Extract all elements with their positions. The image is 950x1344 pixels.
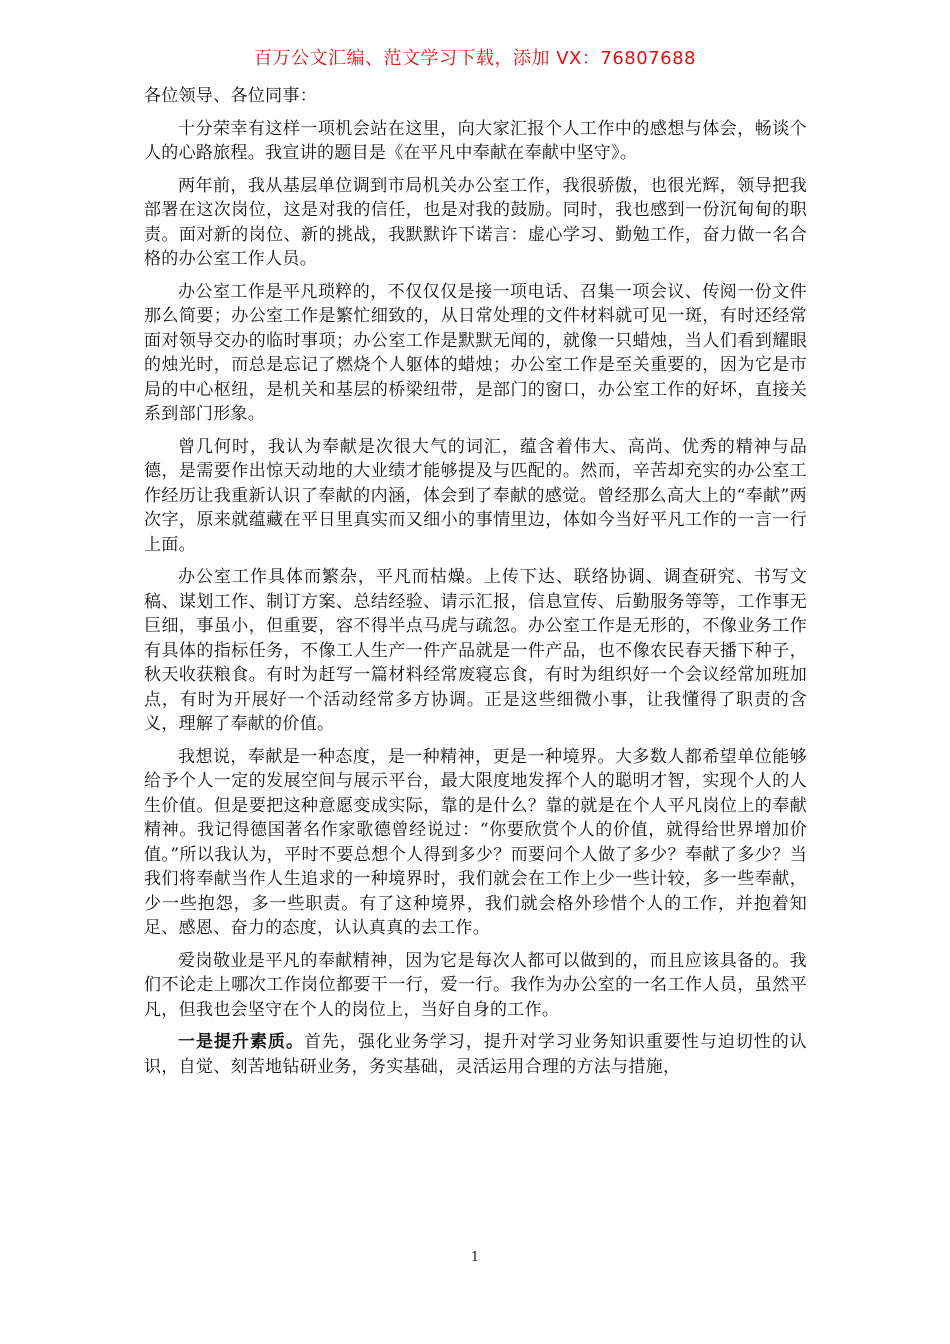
paragraph-lead: 一是提升素质。: [178, 1032, 304, 1052]
paragraph: 我想说，奉献是一种态度，是一种精神，更是一种境界。大多数人都希望单位能够给予个人一定的发展空间与展示平台，最大限度地发挥个人的聪明才智，实现个人的人生价值。但是要把这种意愿变成实际，靠的是什么？靠的就是在个人平凡岗位上的奉献精神。我记得德国著名作家歌德曾经说过：“你要欣赏个人的价值，就得给世界增加价值。”所以我认为，平时不要总想个人得到多少？而要问个人做了多少？奉献了多少？当我们将奉献当作人生追求的一种境界时，我们就会在工作上少一些计较，多一些奉献，少一些抱怨，多一些职责。有了这种境界，我们就会格外珍惜个人的工作，并抱着知足、感恩、奋力的态度，认认真真的去工作。: [144, 746, 807, 938]
paragraph: 曾几何时，我认为奉献是次很大气的词汇，蕴含着伟大、高尚、优秀的精神与品德，是需要作出惊天动地的大业绩才能够提及与匹配的。然而，辛苦却充实的办公室工作经历让我重新认识了奉献的内涵，体会到了奉献的感觉。曾经那么高大上的“奉献”两次字，原来就蕴藏在平日里真实而又细小的事情里边，体如今当好平凡工作的一言一行上面。: [144, 436, 807, 555]
salutation: 各位领导、各位同事：: [144, 86, 317, 106]
paragraph-last: [144, 1030, 807, 1079]
document-body: [144, 84, 807, 1087]
page-number: 1: [470, 1250, 480, 1265]
paragraph: 两年前，我从基层单位调到市局机关办公室工作，我很骄傲，也很光辉，领导把我部署在这次岗位，这是对我的信任，也是对我的鼓励。同时，我也感到一份沉甸甸的职责。面对新的岗位、新的挑战，我默默许下诺言：虚心学习、勤勉工作，奋力做一名合格的办公室工作人员。: [144, 175, 807, 269]
paragraph-text: 首先，强化业务学习，提升对学习业务知识重要性与迫切性的认识，自觉、刻苦地钻研业务，务实基础，灵活运用合理的方法与措施，: [144, 1032, 807, 1077]
paragraph: 办公室工作是平凡琐粹的，不仅仅仅是接一项电话、召集一项会议、传阅一份文件那么简要；办公室工作是繁忙细致的，从日常处理的文件材料就可见一斑，有时还经常面对领导交办的临时事项；办公室工作是默默无闻的，就像一只蜡烛，当人们看到耀眼的烛光时，而总是忘记了燃烧个人躯体的蜡烛；办公室工作是至关重要的，因为它是市局的中心枢纽，是机关和基层的桥梁纽带，是部门的窗口，办公室工作的好坏，直接关系到部门形象。: [144, 281, 807, 424]
promo-banner: 百万公文汇编、范文学习下载，添加 VX：76807688: [254, 48, 696, 69]
paragraph: 办公室工作具体而繁杂，平凡而枯燥。上传下达、联络协调、调查研究、书写文稿、谋划工作、制订方案、总结经验、请示汇报，信息宣传、后勤服务等等，工作事无巨细，事虽小，但重要，容不得半点马虎与疏忽。办公室工作是无形的，不像业务工作有具体的指标任务，不像工人生产一件产品就是一件产品，也不像农民春天播下种子，秋天收获粮食。有时为赶写一篇材料经常废寝忘食，有时为组织好一个会议经常加班加点，有时为开展好一个活动经常多方协调。正是这些细微小事，让我懂得了职责的含义，理解了奉献的价值。: [144, 567, 807, 734]
paragraph: 爱岗敬业是平凡的奉献精神，因为它是每次人都可以做到的，而且应该具备的。我们不论走上哪次工作岗位都要干一行，爱一行。我作为办公室的一名工作人员，虽然平凡，但我也会坚守在个人的岗位上，当好自身的工作。: [144, 950, 807, 1020]
paragraph: 十分荣幸有这样一项机会站在这里，向大家汇报个人工作中的感想与体会，畅谈个人的心路旅程。我宣讲的题目是《在平凡中奉献在奉献中坚守》。: [144, 118, 807, 163]
